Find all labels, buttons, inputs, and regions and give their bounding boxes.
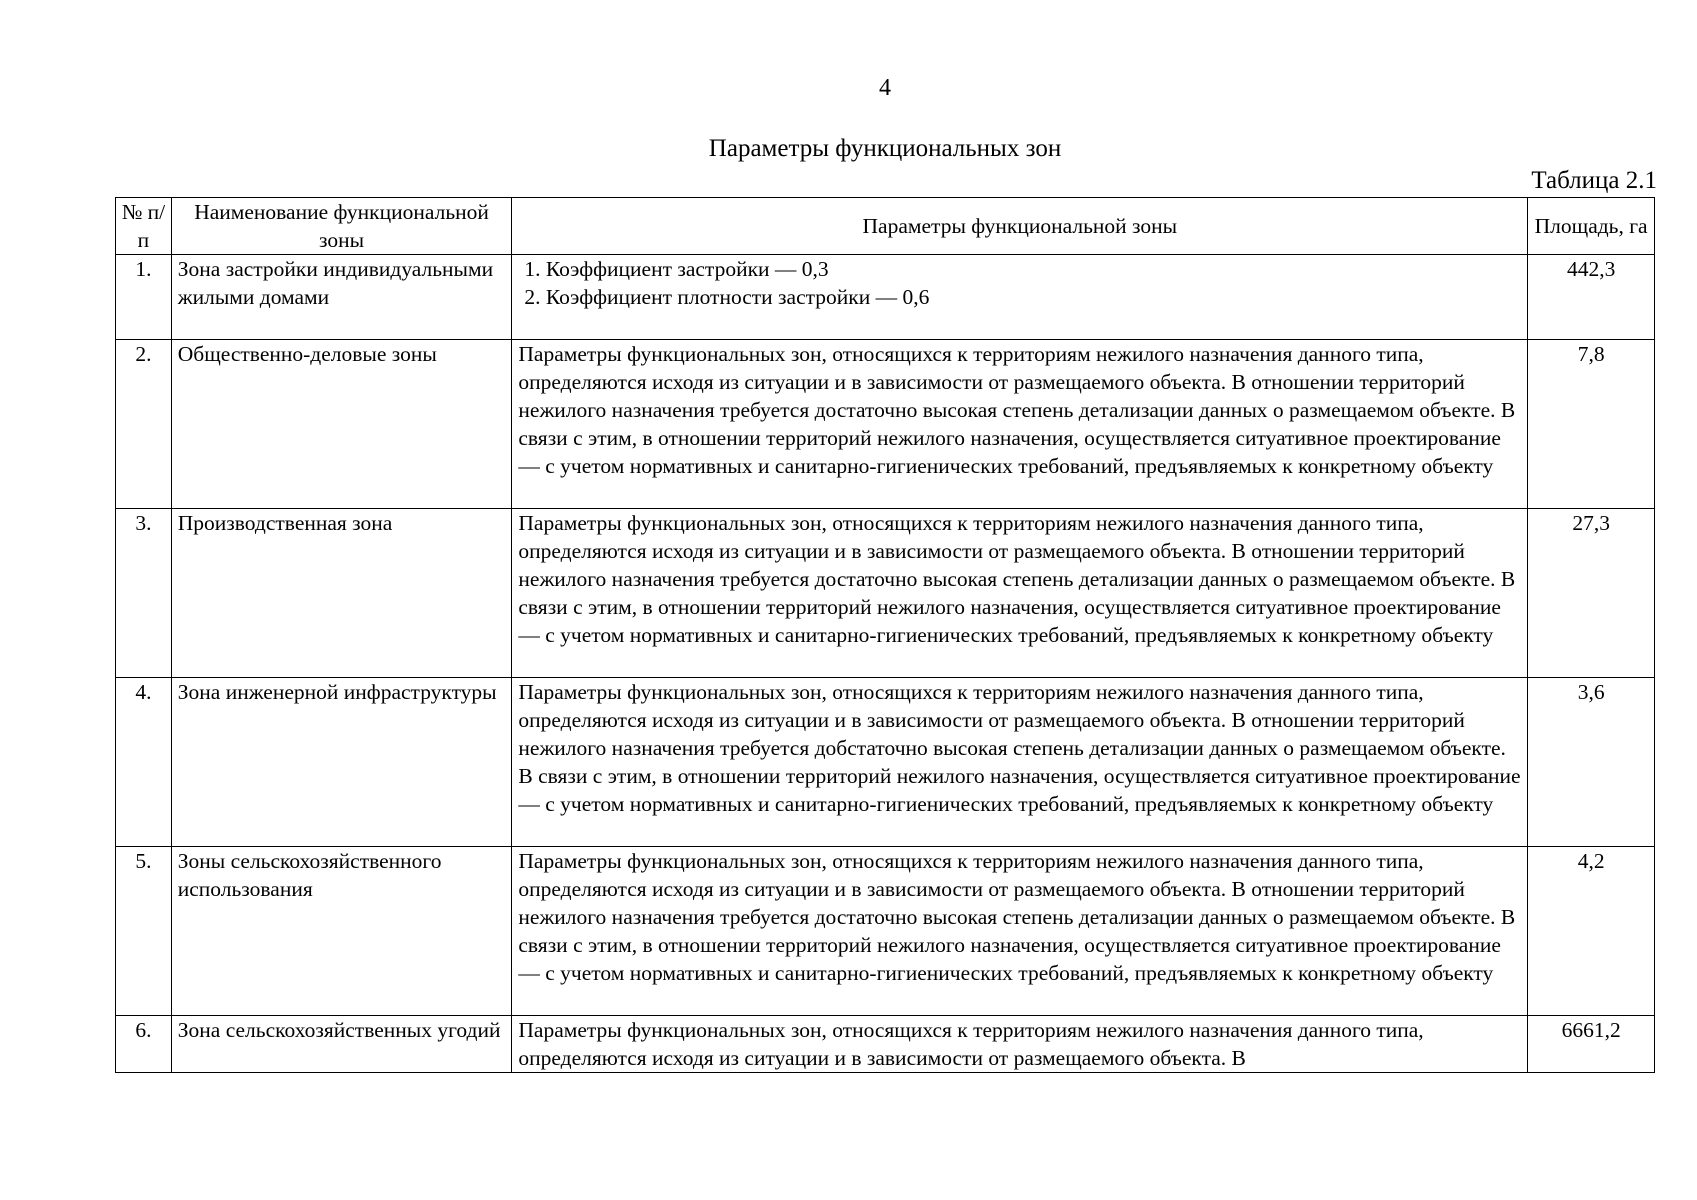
zone-area: 3,6 <box>1528 678 1655 847</box>
zone-name: Производственная зона <box>171 509 512 678</box>
zone-parameters: Параметры функциональных зон, относящихся к территориям нежилого назначения данного типа, определяются исходя из ситуации и в зависимости от размещаемого объекта. В отношении территорий нежилого назначения требуется добстаточно высокая степень детализации данных о размещаемом объекте. В связи с этим, в отношении территорий нежилого назначения, осуществляется ситуативное проектирование — с учетом нормативных и санитарно-гигиенических требований, предъявляемых к конкретному объекту <box>512 678 1528 847</box>
zone-parameters: Параметры функциональных зон, относящихся к территориям нежилого назначения данного типа, определяются исходя из ситуации и в зависимости от размещаемого объекта. В отношении территорий нежилого назначения требуется достаточно высокая степень детализации данных о размещаемом объекте. В связи с этим, в отношении территорий нежилого назначения, осуществляется ситуативное проектирование — с учетом нормативных и санитарно-гигиенических требований, предъявляемых к конкретному объекту <box>512 509 1528 678</box>
zone-parameters: Параметры функциональных зон, относящихся к территориям нежилого назначения данного типа, определяются исходя из ситуации и в зависимости от размещаемого объекта. В отношении территорий нежилого назначения требуется достаточно высокая степень детализации данных о размещаемом объекте. В связи с этим, в отношении территорий нежилого назначения, осуществляется ситуативное проектирование — с учетом нормативных и санитарно-гигиенических требований, предъявляемых к конкретному объекту <box>512 847 1528 1016</box>
zone-area: 27,3 <box>1528 509 1655 678</box>
row-number: 2. <box>116 340 172 509</box>
zone-parameters: Параметры функциональных зон, относящихся к территориям нежилого назначения данного типа, определяются исходя из ситуации и в зависимости от размещаемого объекта. В отношении территорий нежилого назначения требуется достаточно высокая степень детализации данных о размещаемом объекте. В связи с этим, в отношении территорий нежилого назначения, осуществляется ситуативное проектирование — с учетом нормативных и санитарно-гигиенических требований, предъявляемых к конкретному объекту <box>512 340 1528 509</box>
zone-parameters <box>512 255 1528 340</box>
header-area: Площадь, га <box>1528 198 1655 255</box>
table-row <box>116 847 1655 1016</box>
table-row <box>116 509 1655 678</box>
zone-name: Зона инженерной инфраструктуры <box>171 678 512 847</box>
table-caption: Таблица 2.1 <box>1531 167 1657 194</box>
page-number: 4 <box>879 75 891 101</box>
row-number: 3. <box>116 509 172 678</box>
zone-parameters-text: Параметры функциональных зон, относящихся к территориям нежилого назначения данного типа, определяются исходя из ситуации и в зависимости от размещаемого объекта. В <box>518 1018 1424 1070</box>
row-number: 5. <box>116 847 172 1016</box>
header-zone-name: Наименование функциональной зоны <box>171 198 512 255</box>
table-row <box>116 255 1655 340</box>
zone-name: Зона застройки индивидуальными жилыми домами <box>171 255 512 340</box>
zone-name: Общественно-деловые зоны <box>171 340 512 509</box>
zone-name: Зоны сельскохозяйственного использования <box>171 847 512 1016</box>
zone-name: Зона сельскохозяйственных угодий <box>171 1016 512 1073</box>
document-title: Параметры функциональных зон <box>708 135 1062 162</box>
zone-area: 442,3 <box>1528 255 1655 340</box>
zone-area: 7,8 <box>1528 340 1655 509</box>
zone-area: 4,2 <box>1528 847 1655 1016</box>
row-number: 6. <box>116 1016 172 1073</box>
zone-area: 6661,2 <box>1528 1016 1655 1073</box>
row-number: 4. <box>116 678 172 847</box>
header-zone-parameters: Параметры функциональной зоны <box>512 198 1528 255</box>
parameter-line: 1. Коэффициент застройки — 0,3 <box>524 257 829 281</box>
zone-parameters <box>512 1016 1528 1073</box>
zones-parameters-table <box>115 197 1655 1073</box>
table-header-row <box>116 198 1655 255</box>
table-row <box>116 1016 1655 1073</box>
header-number: № п/п <box>116 198 172 255</box>
table-row <box>116 340 1655 509</box>
table-row <box>116 678 1655 847</box>
parameter-line: 2. Коэффициент плотности застройки — 0,6 <box>524 285 930 309</box>
row-number: 1. <box>116 255 172 340</box>
